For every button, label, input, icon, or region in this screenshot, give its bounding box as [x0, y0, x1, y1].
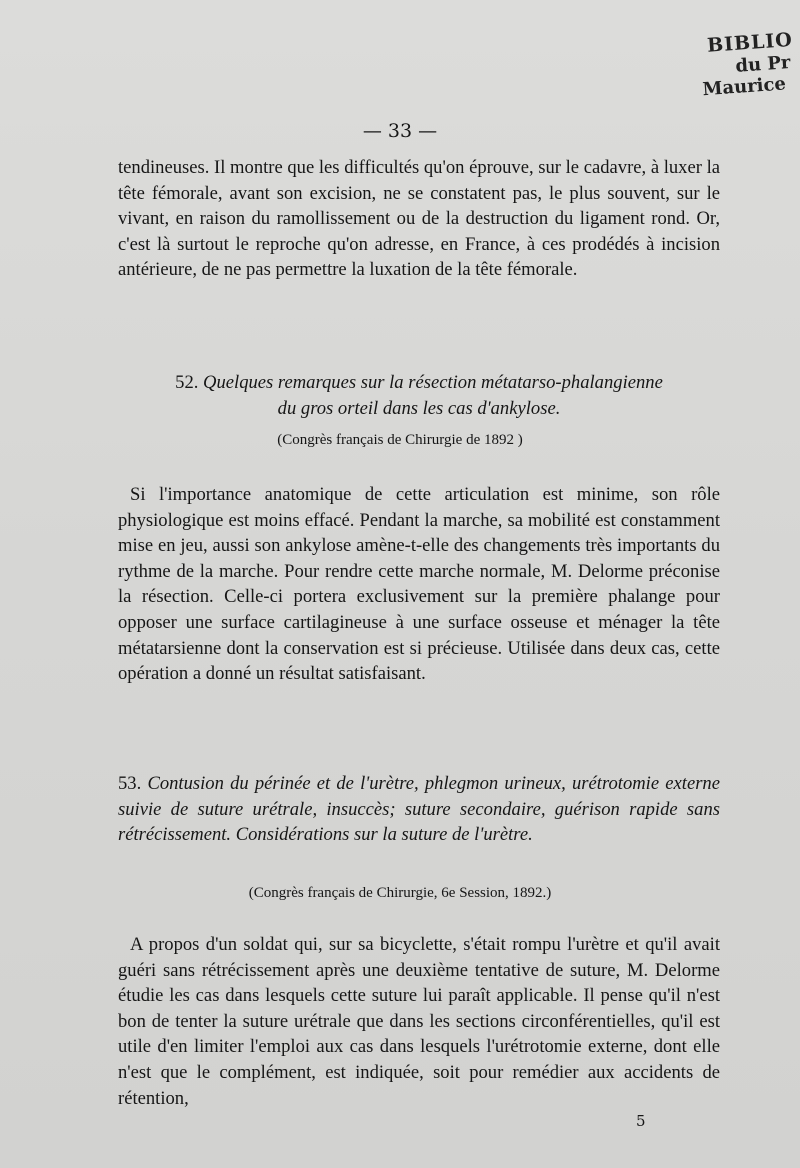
section-52-title-line-2: du gros orteil dans les cas d'ankylose. — [277, 397, 561, 419]
page-number: — 33 — — [362, 120, 438, 142]
section-53-title-text: Contusion du périnée et de l'urètre, phlegmon urineux, urétrotomie externe suivie de suture urétrale, insuccès; suture secondaire, guérison rapide sans rétrécissement. Considérations sur la suture de l'urètre. — [118, 773, 720, 846]
intro-section — [118, 155, 720, 283]
section-53-body — [118, 932, 720, 1111]
stamp-line-3: Maurice — [701, 73, 787, 101]
section-52-number: 52. — [175, 372, 199, 393]
stamp-line-2: du Pr — [734, 51, 791, 77]
section-53-number: 53. — [118, 773, 142, 794]
section-53-paragraph: A propos d'un soldat qui, sur sa bicyclette, s'était rompu l'urètre et qu'il avait guéri sans rétrécissement après une deuxième tentative de suture, M. Delorme étudie les cas dans lesquels cette suture lui paraît applicable. Il pense qu'il n'est bon de tenter la suture urétrale que dans les sections circonférentielles, qu'il est utile d'en limiter l'emploi aux cas dans lesquels l'urétrotomie externe, dont elle n'est que le complément, est indiquée, soit pour remédier aux accidents de rétention, — [118, 934, 720, 1109]
stamp-line-1: BIBLIO — [705, 28, 794, 57]
section-52-heading — [118, 370, 720, 421]
signature-mark: 5 — [636, 1112, 646, 1130]
intro-paragraph: tendineuses. Il montre que les difficultés qu'on éprouve, sur le cadavre, à luxer la tête fémorale, avant son excision, ne se constatent pas, le plus souvent, sur le vivant, en raison du ramollissement ou de la destruction du ligament rond. Or, c'est là surtout le reproche qu'on adresse, en France, à ces prodédés à incision antérieure, de ne pas permettre la luxation de la tête fémorale. — [118, 157, 720, 281]
section-53-title — [118, 771, 720, 848]
section-52-paragraph: Si l'importance anatomique de cette articulation est minime, son rôle physiologique est moins effacé. Pendant la marche, sa mobilité est constamment mise en jeu, aussi son ankylose amène-t-elle des changements très importants du rythme de la marche. Pour rendre cette marche normale, M. Delorme préconise la résection. Celle-ci portera exclusivement sur la première phalange pour opposer une surface cartilagineuse à une surface osseuse et ménager la tête métatarsienne dont la conservation est si précieuse. Utilisée dans deux cas, cette opération a donné un résultat satisfaisant. — [118, 484, 720, 685]
section-53-source: (Congrès français de Chirurgie, 6e Session, 1892.) — [248, 885, 552, 901]
section-52-source: (Congrès français de Chirurgie de 1892 ) — [277, 432, 523, 448]
section-52-body — [118, 482, 720, 687]
library-stamp — [698, 29, 796, 101]
section-52-title-line-1 — [118, 370, 720, 396]
section-52-title-text-1: Quelques remarques sur la résection métatarso-phalangienne — [203, 372, 663, 393]
section-53-heading — [118, 771, 720, 848]
